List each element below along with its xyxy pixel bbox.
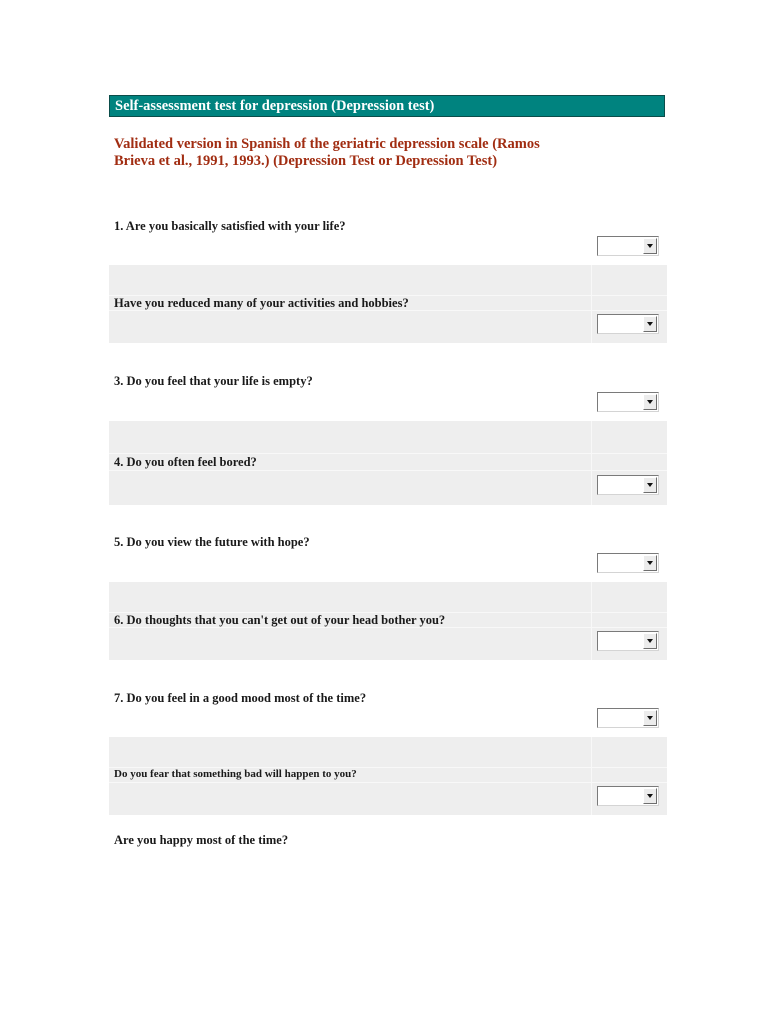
column-divider [591,737,592,815]
question-row-1 [109,200,667,264]
answer-dropdown-7[interactable] [597,708,659,728]
question-text-9: Are you happy most of the time? [114,833,289,847]
answer-dropdown-4[interactable] [597,475,659,495]
chevron-down-icon[interactable] [643,316,657,332]
subtitle: Validated version in Spanish of the geriatric depression scale (Ramos Brieva et al., 1991, 1993.) (Depression Test or Depression Test) [114,136,540,169]
question-text-2: Have you reduced many of your activities and hobbies? [114,296,409,310]
chevron-down-icon[interactable] [643,633,657,649]
chevron-down-icon[interactable] [643,788,657,804]
answer-dropdown-3[interactable] [597,392,659,412]
question-text-1: 1. Are you basically satisfied with your life? [114,219,346,233]
question-text-3: 3. Do you feel that your life is empty? [114,374,313,388]
answer-dropdown-2[interactable] [597,314,659,334]
row-divider [109,782,667,783]
chevron-down-icon[interactable] [643,238,657,254]
question-text-8: Do you fear that something bad will happen to you? [114,768,357,780]
page-title: Self-assessment test for depression (Depression test) [109,95,665,117]
chevron-down-icon[interactable] [643,477,657,493]
column-divider [591,582,592,660]
answer-dropdown-5[interactable] [597,553,659,573]
answer-dropdown-8[interactable] [597,786,659,806]
column-divider [591,421,592,505]
question-text-5: 5. Do you view the future with hope? [114,535,310,549]
question-text-4: 4. Do you often feel bored? [114,455,257,469]
row-divider [109,453,667,454]
column-divider [591,265,592,343]
question-row-3 [109,343,667,421]
question-row-2 [109,265,667,343]
row-divider [109,470,667,471]
answer-dropdown-1[interactable] [597,236,659,256]
question-text-7: 7. Do you feel in a good mood most of the time? [114,691,367,705]
question-row-8 [109,737,667,815]
question-row-6 [109,582,667,660]
chevron-down-icon[interactable] [643,394,657,410]
chevron-down-icon[interactable] [643,555,657,571]
question-text-6: 6. Do thoughts that you can't get out of your head bother you? [114,613,446,627]
question-row-7 [109,660,667,737]
chevron-down-icon[interactable] [643,710,657,726]
question-row-4 [109,421,667,505]
answer-dropdown-6[interactable] [597,631,659,651]
question-row-5 [109,505,667,582]
